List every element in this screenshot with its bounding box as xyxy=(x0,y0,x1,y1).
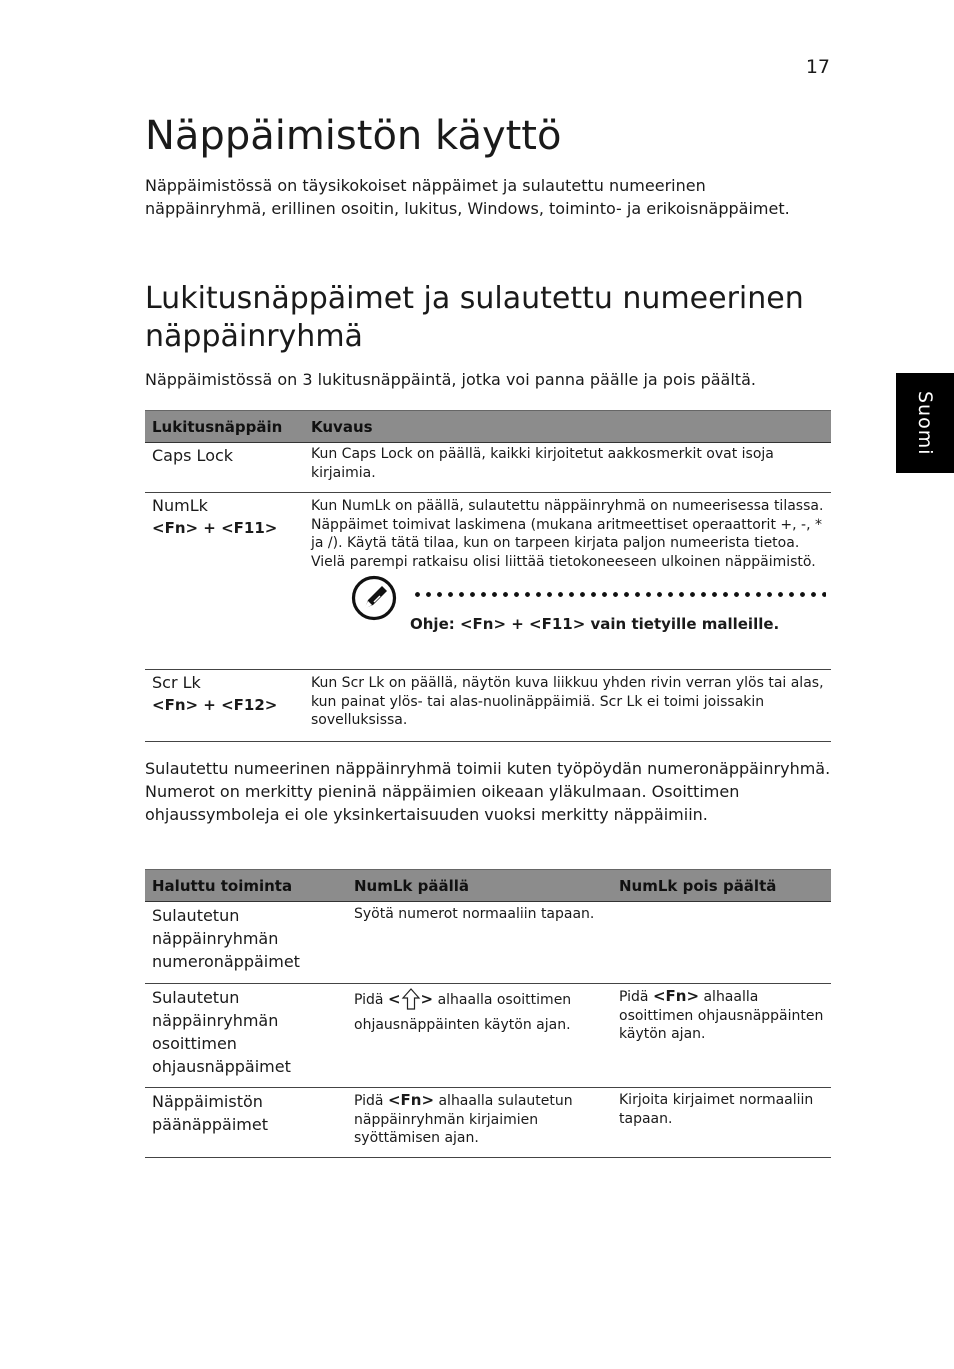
lt-key: < xyxy=(387,990,401,1008)
numlk-on-cell: Pidä < > alhaalla osoittimen ohjausnäppäinten käytön ajan. xyxy=(347,984,612,1088)
table-header xyxy=(145,411,831,443)
note-dotted-rule xyxy=(412,592,826,597)
numlk-on-cell: Syötä numerot normaaliin tapaan. xyxy=(347,902,612,984)
table-row xyxy=(145,443,831,493)
language-tab-label: Suomi xyxy=(914,390,936,456)
key-name xyxy=(145,493,304,670)
numlk-on-cell: Pidä <Fn> alhaalla sulautetun näppäinryhmän kirjaimien syöttämisen ajan. xyxy=(347,1088,612,1158)
arrow-up-icon xyxy=(401,987,421,1011)
column-header: Haluttu toiminta xyxy=(145,870,347,902)
numlk-off-cell: Pidä <Fn> alhaalla osoittimen ohjausnäppäinten käytön ajan. xyxy=(612,984,831,1088)
intro-paragraph: Näppäimistössä on täysikokoiset näppäimet ja sulautettu numeerinen näppäinryhmä, erillinen osoitin, lukitus, Windows, toiminto- ja erikoisnäppäimet. xyxy=(145,176,790,218)
keypad-table xyxy=(145,869,831,1158)
key-description: Kun NumLk on päällä, sulautettu näppäinryhmä on numeerisessa tilassa. Näppäimet toimivat laskimena (mukana aritmeettiset operaattorit +, -, * ja /). Käytä tätä tilaa, kun on tarpeen kirjata paljon numeerista tietoa. Vielä parempi ratkaisu olisi liittää tietokoneeseen ulkoinen näppäimistö. xyxy=(311,498,824,570)
gt-key: > xyxy=(420,990,434,1008)
column-header: NumLk päällä xyxy=(347,870,612,902)
numlk-off-cell: Kirjoita kirjaimet normaaliin tapaan. xyxy=(612,1088,831,1158)
fn-key: <Fn> xyxy=(652,987,700,1005)
column-header: Kuvaus xyxy=(304,411,831,443)
page-title: Näppäimistön käyttö xyxy=(145,113,562,159)
key-combo: <Fn> + <F11> xyxy=(152,519,278,537)
section-lead: Näppäimistössä on 3 lukitusnäppäintä, jotka voi panna päälle ja pois päältä. xyxy=(145,370,756,389)
key-name: Caps Lock xyxy=(145,443,304,493)
table-row xyxy=(145,984,831,1088)
key-label: Scr Lk xyxy=(152,673,201,692)
key-combo: <Fn> + <F12> xyxy=(152,696,278,714)
language-tab xyxy=(896,373,954,473)
lock-keys-table xyxy=(145,410,831,742)
action-cell: Sulautetun näppäinryhmän osoittimen ohjausnäppäimet xyxy=(145,984,347,1088)
fn-key: <Fn> xyxy=(387,1091,435,1109)
note-text: Ohje: <Fn> + <F11> vain tietyille malleille. xyxy=(410,615,780,633)
column-header: NumLk pois päältä xyxy=(612,870,831,902)
table-row xyxy=(145,1088,831,1158)
key-description: Kun Scr Lk on päällä, näytön kuva liikkuu yhden rivin verran ylös tai alas, kun painat ylös- tai alas-nuolinäppäimiä. Scr Lk ei toimi joissakin sovelluksissa. xyxy=(304,670,831,742)
key-label: NumLk xyxy=(152,496,208,515)
table-header xyxy=(145,870,831,902)
key-name xyxy=(145,670,304,742)
numlk-off-cell xyxy=(612,902,831,984)
section-title: Lukitusnäppäimet ja sulautettu numeerinen näppäinryhmä xyxy=(145,281,804,354)
column-header: Lukitusnäppäin xyxy=(145,411,304,443)
page-number: 17 xyxy=(805,56,830,78)
key-description: Kun Caps Lock on päällä, kaikki kirjoitetut aakkosmerkit ovat isoja kirjaimia. xyxy=(304,443,831,493)
action-cell: Näppäimistön päänäppäimet xyxy=(145,1088,347,1158)
table-row xyxy=(145,670,831,742)
note-pen-icon xyxy=(351,575,397,621)
keypad-paragraph: Sulautettu numeerinen näppäinryhmä toimii kuten työpöydän numeronäppäinryhmä. Numerot on merkitty pieninä näppäimien oikeaan yläkulmaan. Osoittimen ohjaussymboleja ei ole yksinkertaisuuden vuoksi merkitty näppäimiin. xyxy=(145,759,831,824)
action-cell: Sulautetun näppäinryhmän numeronäppäimet xyxy=(145,902,347,984)
table-row xyxy=(145,493,831,670)
note-box xyxy=(311,575,824,643)
table-row xyxy=(145,902,831,984)
